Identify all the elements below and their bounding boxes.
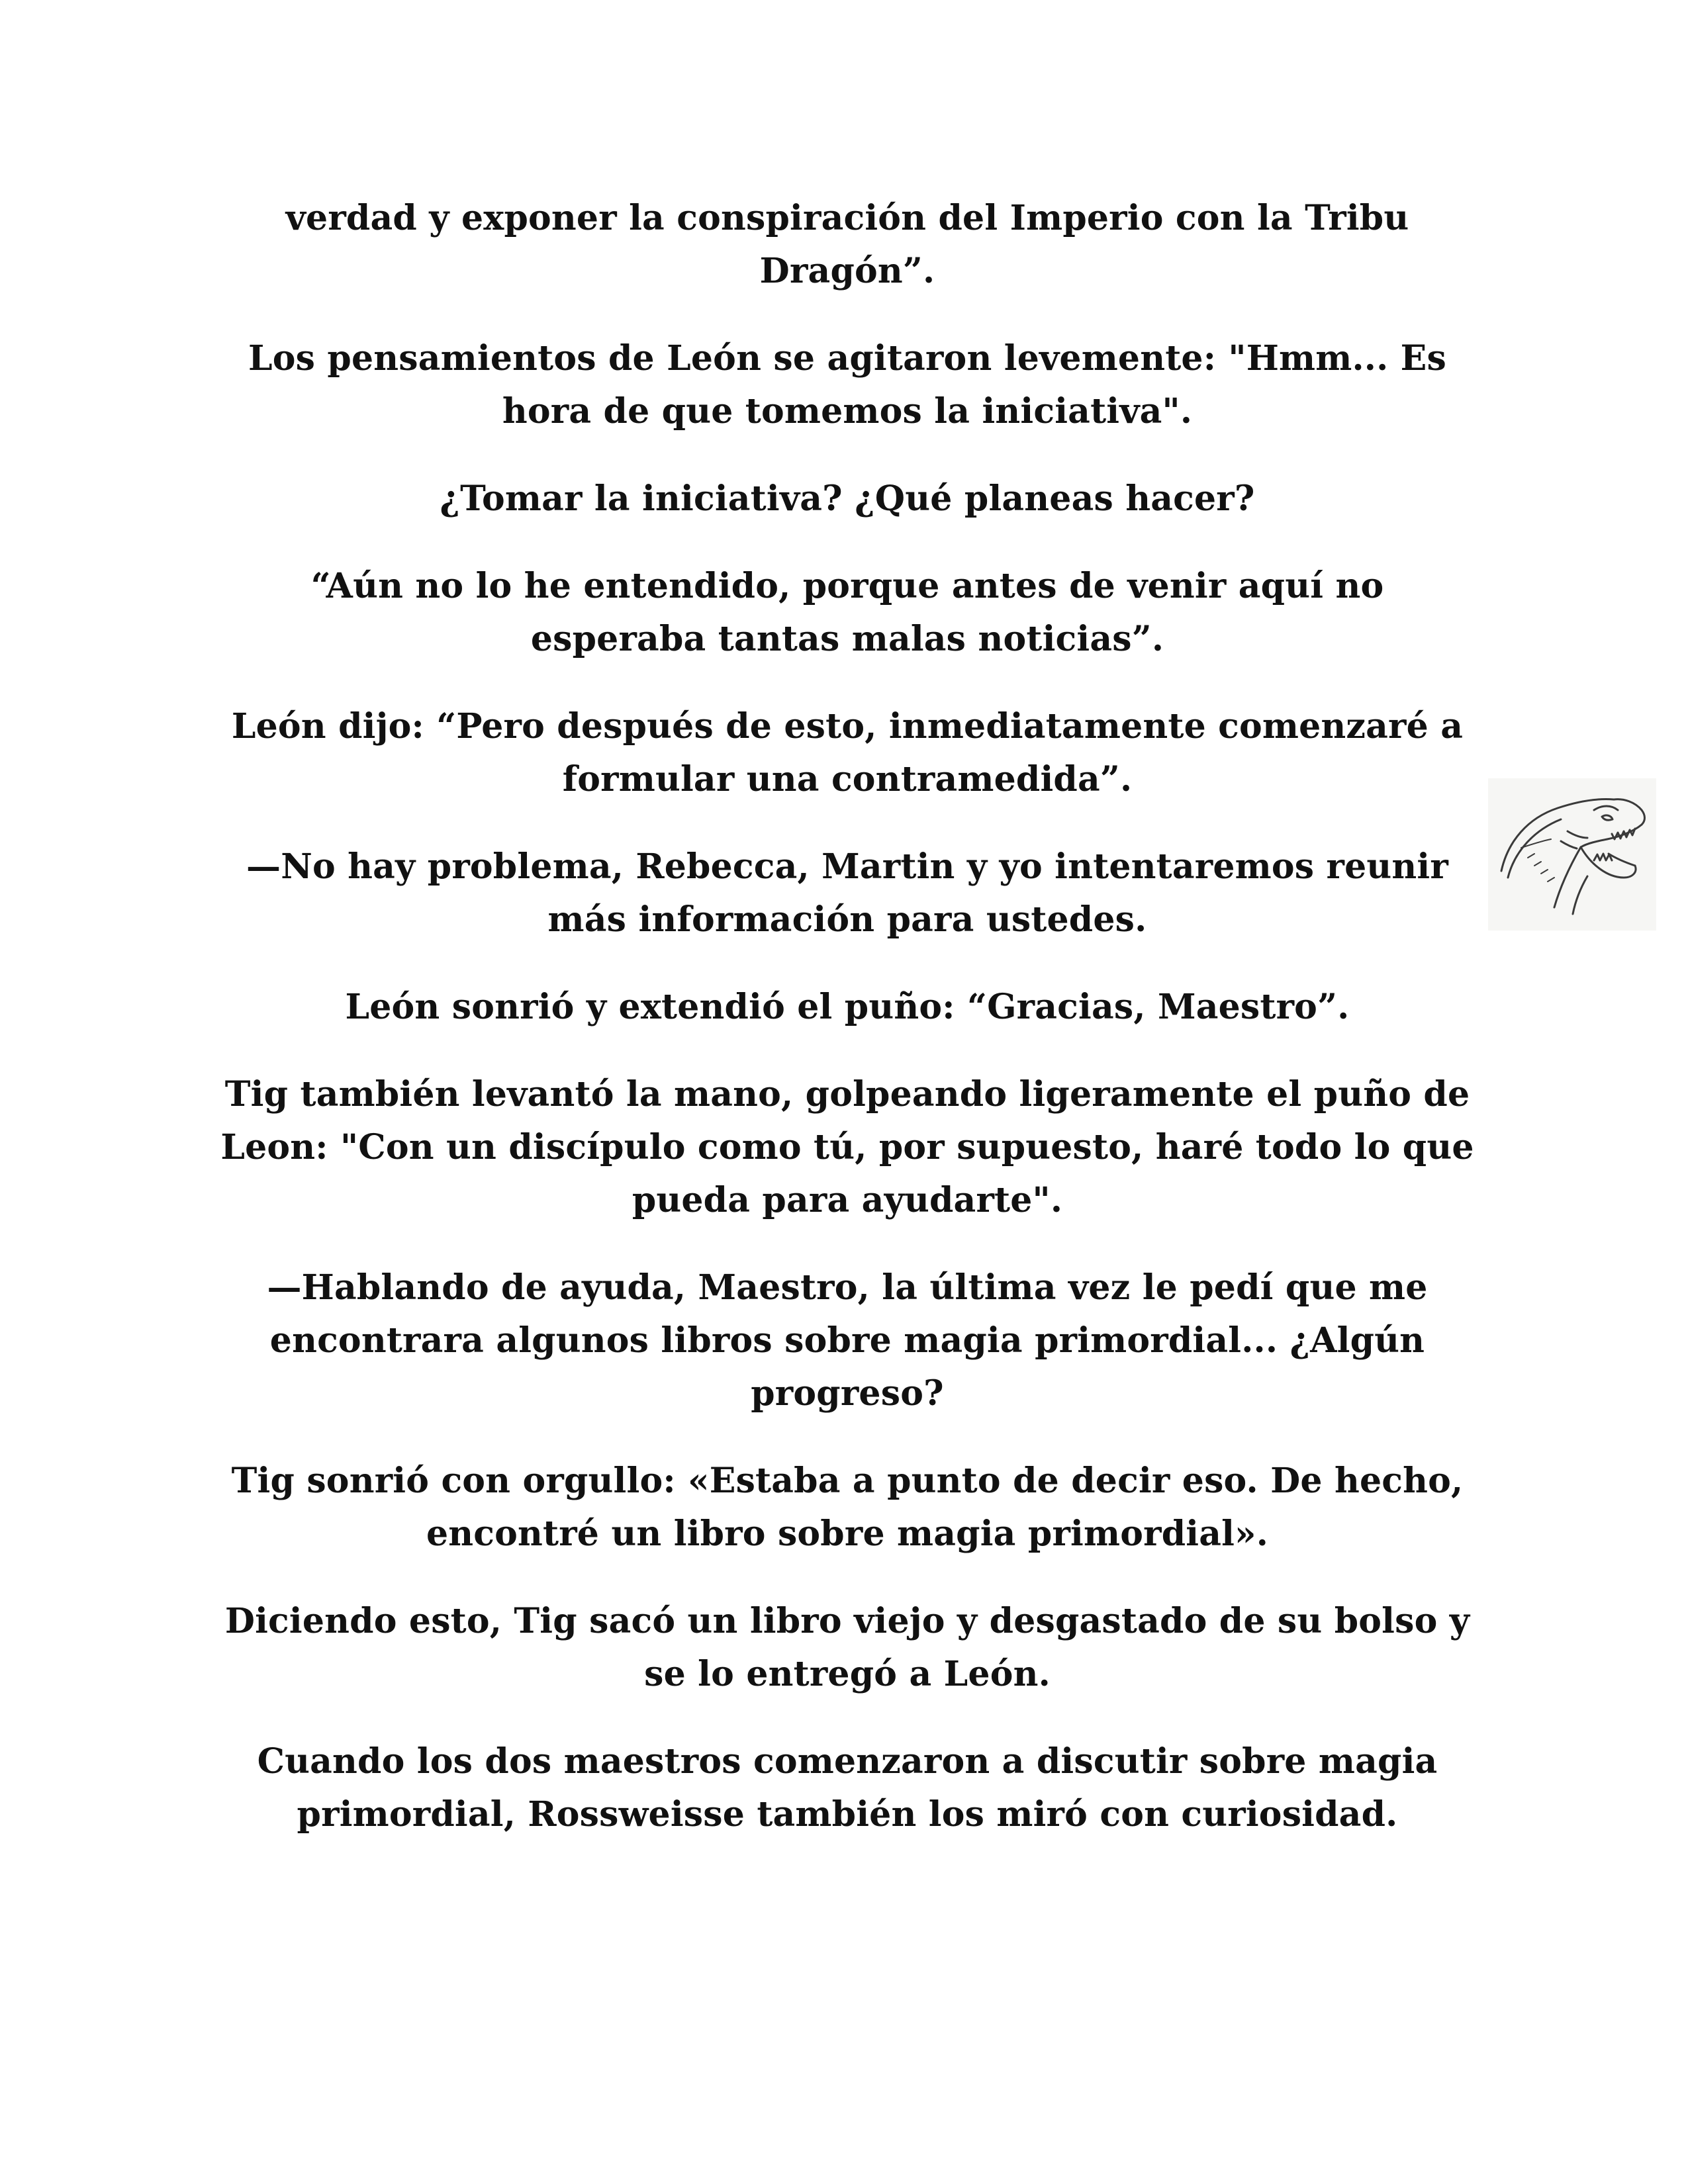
paragraph-1: verdad y exponer la conspiración del Imperio con la Tribu Dragón”. <box>285 198 1409 291</box>
paragraph-8: Tig también levantó la mano, golpeando ligeramente el puño de Leon: "Con un discípulo como tú, por supuesto, haré todo lo que pueda para ayudarte". <box>220 1074 1474 1220</box>
paragraph-4: “Aún no lo he entendido, porque antes de venir aquí no esperaba tantas malas noticias”. <box>310 566 1384 659</box>
dinosaur-head-sketch-icon <box>1488 778 1656 931</box>
paragraph-2: Los pensamientos de León se agitaron levemente: "Hmm... Es hora de que tomemos la iniciativa". <box>248 338 1446 432</box>
paragraph-11: Diciendo esto, Tig sacó un libro viejo y desgastado de su bolso y se lo entregó a León. <box>224 1601 1470 1694</box>
paragraph-5: León dijo: “Pero después de esto, inmediatamente comenzaré a formular una contramedida”. <box>231 706 1464 799</box>
paragraph-9: —Hablando de ayuda, Maestro, la última vez le pedí que me encontrara algunos libros sobre magia primordial... ¿Algún progreso? <box>267 1267 1428 1414</box>
paragraph-12: Cuando los dos maestros comenzaron a discutir sobre magia primordial, Rossweisse también los miró con curiosidad. <box>257 1741 1438 1835</box>
page-body-text <box>218 192 1476 1876</box>
paragraph-3: ¿Tomar la iniciativa? ¿Qué planeas hacer? <box>440 478 1255 519</box>
paragraph-6: —No hay problema, Rebecca, Martin y yo intentaremos reunir más información para ustedes. <box>246 846 1448 940</box>
paragraph-10: Tig sonrió con orgullo: «Estaba a punto de decir eso. De hecho, encontré un libro sobre magia primordial». <box>231 1461 1464 1554</box>
paragraph-7: León sonrió y extendió el puño: “Gracias, Maestro”. <box>345 987 1350 1027</box>
